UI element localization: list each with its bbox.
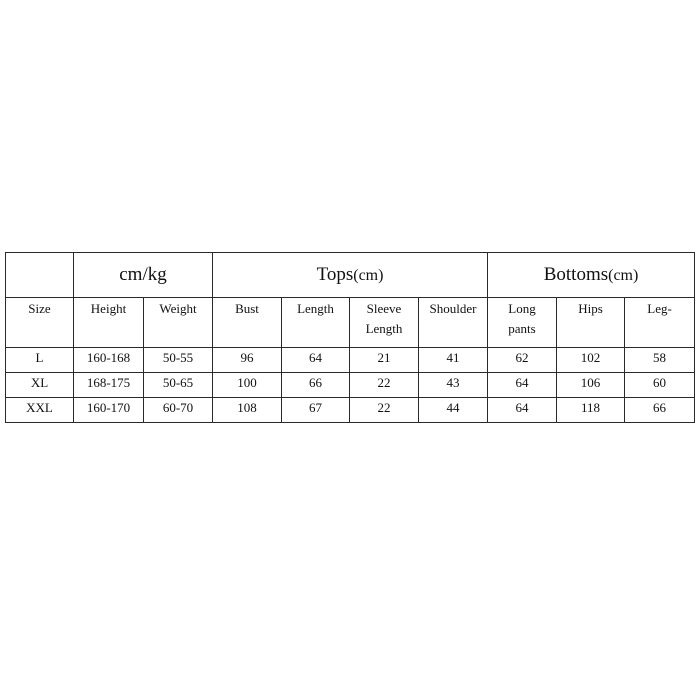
col-header-long-line2: pants — [508, 321, 536, 336]
cell-hips: 106 — [557, 373, 625, 398]
cell-weight: 50-55 — [144, 348, 213, 373]
cell-hips: 102 — [557, 348, 625, 373]
group-tops-unit: (cm) — [353, 266, 384, 284]
cell-bust: 100 — [213, 373, 282, 398]
group-body-label: cm/kg — [119, 264, 167, 285]
col-header-sleeve-length — [350, 298, 419, 348]
size-chart-table — [5, 252, 695, 423]
cell-sleeve-length: 22 — [350, 373, 419, 398]
table-row — [6, 348, 695, 373]
cell-weight: 50-65 — [144, 373, 213, 398]
table-row — [6, 373, 695, 398]
cell-size: XL — [6, 373, 74, 398]
cell-height: 160-170 — [74, 398, 144, 423]
col-header-long-pants — [488, 298, 557, 348]
cell-height: 160-168 — [74, 348, 144, 373]
cell-length: 66 — [282, 373, 350, 398]
group-header-bottoms — [488, 253, 695, 298]
cell-bust: 108 — [213, 398, 282, 423]
col-header-size: Size — [6, 298, 74, 348]
column-header-row — [6, 298, 695, 348]
cell-height: 168-175 — [74, 373, 144, 398]
cell-shoulder: 43 — [419, 373, 488, 398]
cell-shoulder: 44 — [419, 398, 488, 423]
cell-weight: 60-70 — [144, 398, 213, 423]
cell-bust: 96 — [213, 348, 282, 373]
cell-long-pants: 64 — [488, 373, 557, 398]
col-header-bust: Bust — [213, 298, 282, 348]
group-bottoms-unit: (cm) — [608, 266, 639, 284]
col-header-height: Height — [74, 298, 144, 348]
cell-leg: 66 — [625, 398, 695, 423]
col-header-long-line1: Long — [508, 301, 536, 316]
group-header-tops — [213, 253, 488, 298]
col-header-length: Length — [282, 298, 350, 348]
group-header-body — [74, 253, 213, 298]
cell-leg: 58 — [625, 348, 695, 373]
cell-length: 64 — [282, 348, 350, 373]
col-header-shoulder: Shoulder — [419, 298, 488, 348]
col-header-sleeve-line2: Length — [365, 321, 403, 336]
cell-sleeve-length: 21 — [350, 348, 419, 373]
cell-size: L — [6, 348, 74, 373]
group-header-row — [6, 253, 695, 298]
table-row — [6, 398, 695, 423]
cell-length: 67 — [282, 398, 350, 423]
col-header-leg: Leg- — [625, 298, 695, 348]
cell-sleeve-length: 22 — [350, 398, 419, 423]
col-header-weight: Weight — [144, 298, 213, 348]
cell-long-pants: 64 — [488, 398, 557, 423]
group-tops-label: Tops — [316, 263, 354, 285]
col-header-hips: Hips — [557, 298, 625, 348]
col-header-sleeve-line1: Sleeve — [366, 301, 402, 316]
group-bottoms-label: Bottoms — [543, 263, 609, 285]
cell-shoulder: 41 — [419, 348, 488, 373]
corner-cell — [6, 253, 74, 298]
cell-leg: 60 — [625, 373, 695, 398]
cell-size: XXL — [6, 398, 74, 423]
cell-hips: 118 — [557, 398, 625, 423]
cell-long-pants: 62 — [488, 348, 557, 373]
